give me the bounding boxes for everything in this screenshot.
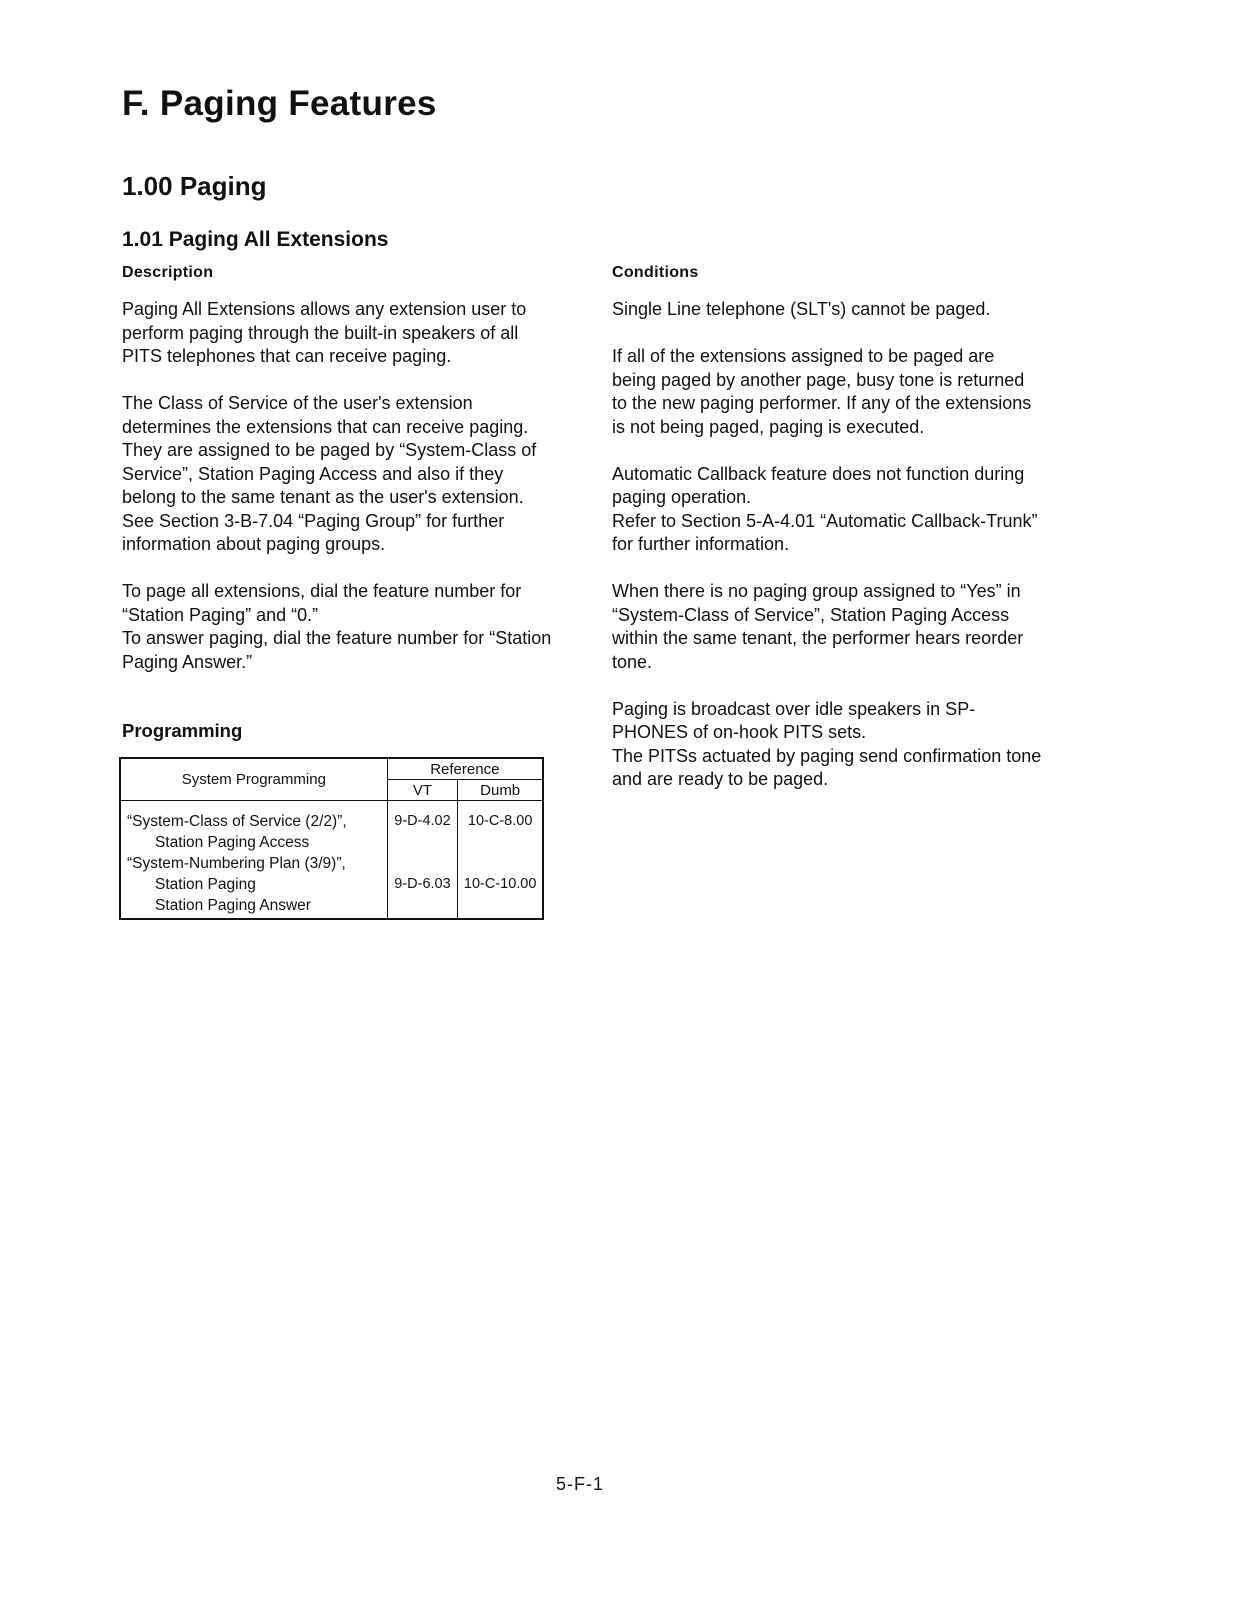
description-paragraph: The Class of Service of the user's extension determines the extensions that can receive paging. They are assigned to be paged by “System-Class of Service”, Station Paging Access and also if they belong to the same tenant as the user's extension. — [122, 393, 537, 507]
condition-paragraph: Single Line telephone (SLT's) cannot be paged. — [612, 299, 991, 319]
condition-paragraph: Refer to Section 5-A-4.01 “Automatic Callback-Trunk” for further information. — [612, 510, 1038, 554]
subsection-title: 1.01 Paging All Extensions — [122, 228, 389, 251]
condition-paragraph: Automatic Callback feature does not function during paging operation. — [612, 463, 1025, 507]
condition-paragraph: The PITSs actuated by paging send confirmation tone and are ready to be paged. — [612, 745, 1042, 789]
section-title: 1.00 Paging — [122, 171, 267, 201]
dumb-reference: 10-C-10.00 — [463, 876, 537, 892]
column-header-vt: VT — [387, 780, 458, 801]
dumb-reference-cell — [458, 801, 543, 920]
description-paragraph: To answer paging, dial the feature number for “Station Paging Answer.” — [122, 628, 552, 672]
description-body — [122, 298, 558, 698]
programming-table — [119, 757, 544, 920]
page-number: 5-F-1 — [556, 1474, 605, 1494]
table-line: “System-Class of Service (2/2)”, — [127, 813, 347, 830]
conditions-body — [612, 298, 1042, 815]
description-paragraph: Paging All Extensions allows any extension user to perform paging through the built-in speakers of all PITS telephones that can receive paging. — [122, 299, 527, 366]
dumb-reference: 10-C-8.00 — [467, 813, 533, 829]
table-line: Station Paging Access — [155, 834, 310, 851]
condition-paragraph: If all of the extensions assigned to be paged are being paged by another page, busy tone is returned to the new paging performer. If any of the extensions is not being paged, paging is executed. — [612, 346, 1032, 437]
table-line: Station Paging — [155, 876, 256, 893]
system-programming-cell — [120, 801, 387, 920]
description-paragraph: See Section 3-B-7.04 “Paging Group” for further information about paging groups. — [122, 510, 505, 554]
condition-paragraph: When there is no paging group assigned to “Yes” in “System-Class of Service”, Station Paging Access within the same tenant, the performer hears reorder tone. — [612, 581, 1024, 672]
condition-paragraph: Paging is broadcast over idle speakers in SP-PHONES of on-hook PITS sets. — [612, 698, 976, 742]
programming-title: Programming — [122, 720, 243, 741]
column-header-dumb: Dumb — [458, 780, 543, 801]
description-paragraph: To page all extensions, dial the feature number for “Station Paging” and “0.” — [122, 581, 522, 625]
column-header-system-programming: System Programming — [120, 758, 387, 801]
vt-reference: 9-D-4.02 — [394, 813, 451, 829]
description-title: Description — [122, 264, 214, 281]
table-row — [120, 801, 543, 920]
column-header-reference: Reference — [387, 758, 543, 780]
table-line: “System-Numbering Plan (3/9)”, — [127, 855, 346, 872]
table-line: Station Paging Answer — [155, 897, 311, 914]
conditions-title: Conditions — [612, 264, 699, 281]
vt-reference-cell — [387, 801, 458, 920]
page-heading: F. Paging Features — [122, 84, 437, 123]
vt-reference: 9-D-6.03 — [394, 876, 451, 892]
